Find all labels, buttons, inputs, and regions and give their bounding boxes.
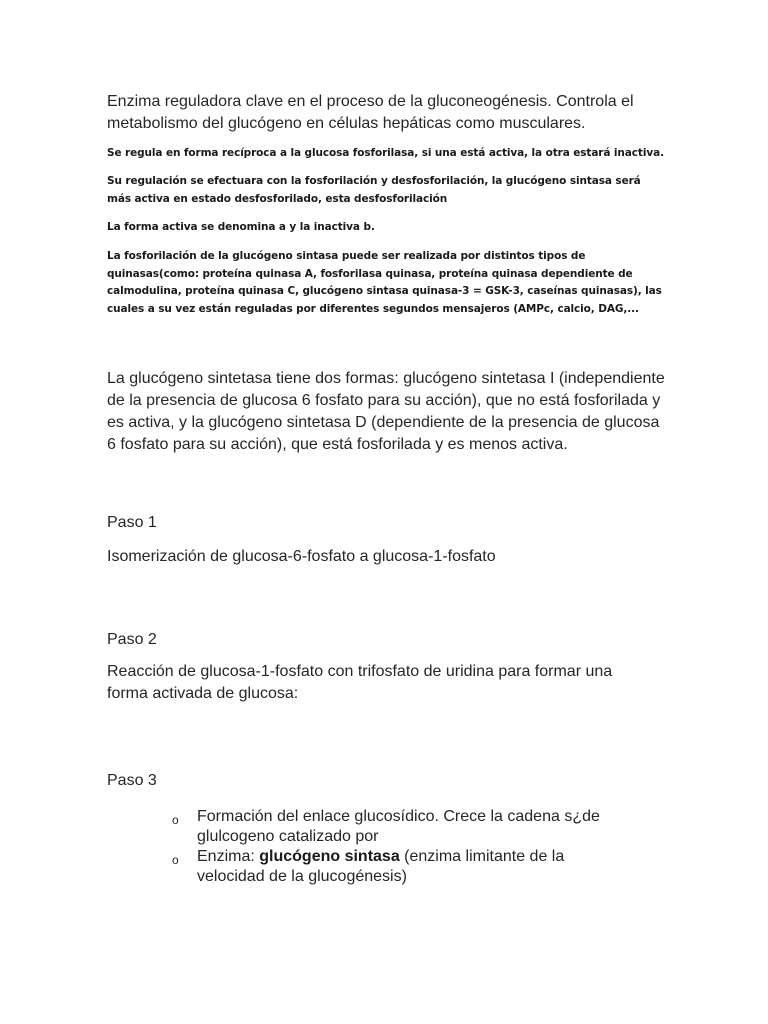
regulation-paragraph: Se regula en forma recíproca a la glucosa fosforilasa, si una está activa, la otra estará inactiva.	[107, 147, 664, 159]
phosphorylation-paragraph: Su regulación se efectuara con la fosforilación y desfosforilación, la glucógeno sintasa será más activa en estado desfosforilado, esta desfosforilación	[107, 175, 641, 205]
step-3-heading: Paso 3	[107, 772, 157, 789]
forms-paragraph: La glucógeno sintetasa tiene dos formas: glucógeno sintetasa I (independiente de la presencia de glucosa 6 fosfato para su acción), que no está fosforilada y es activa, y la glucógeno sintetasa D (dependiente de la presencia de glucosa 6 fosfato para su acción), que está fosforilada y es menos activa.	[107, 370, 665, 453]
kinases-paragraph: La fosforilación de la glucógeno sintasa puede ser realizada por distintos tipos de quinasas(como: proteína quinasa A, fosforilasa quinasa, proteína quinasa dependiente de calmodulina, proteína quinasa C, glucógeno sintasa quinasa-3 = GSK-3, caseínas quinasas), las cuales a su vez están reguladas por diferentes segundos mensajeros (AMPc, calcio, DAG,...	[107, 250, 662, 315]
active-form-paragraph: La forma activa se denomina a y la inactiva b.	[107, 221, 375, 233]
step-1-heading: Paso 1	[107, 514, 157, 531]
hollow-bullet-icon: o	[172, 853, 179, 867]
step-2-heading: Paso 2	[107, 631, 157, 648]
enzyme-name: glucógeno sintasa	[259, 848, 400, 865]
enzyme-description: (enzima limitante de la velocidad de la glucogénesis)	[197, 848, 565, 885]
step-1-text: Isomerización de glucosa-6-fosfato a glucosa-1-fosfato	[107, 548, 496, 565]
intro-paragraph: Enzima reguladora clave en el proceso de la gluconeogénesis. Controla el metabolismo del glucógeno en células hepáticas como musculares.	[107, 93, 634, 132]
step-3-list	[172, 807, 632, 887]
enzyme-label: Enzima:	[197, 848, 260, 865]
bond-formation-text: Formación del enlace glucosídico. Crece la cadena s¿de glulcogeno catalizado por	[197, 808, 600, 845]
step-2-text: Reacción de glucosa-1-fosfato con trifosfato de uridina para formar una forma activada de glucosa:	[107, 663, 613, 702]
hollow-bullet-icon: o	[172, 813, 179, 827]
list-item	[172, 847, 632, 887]
list-item	[172, 807, 632, 847]
